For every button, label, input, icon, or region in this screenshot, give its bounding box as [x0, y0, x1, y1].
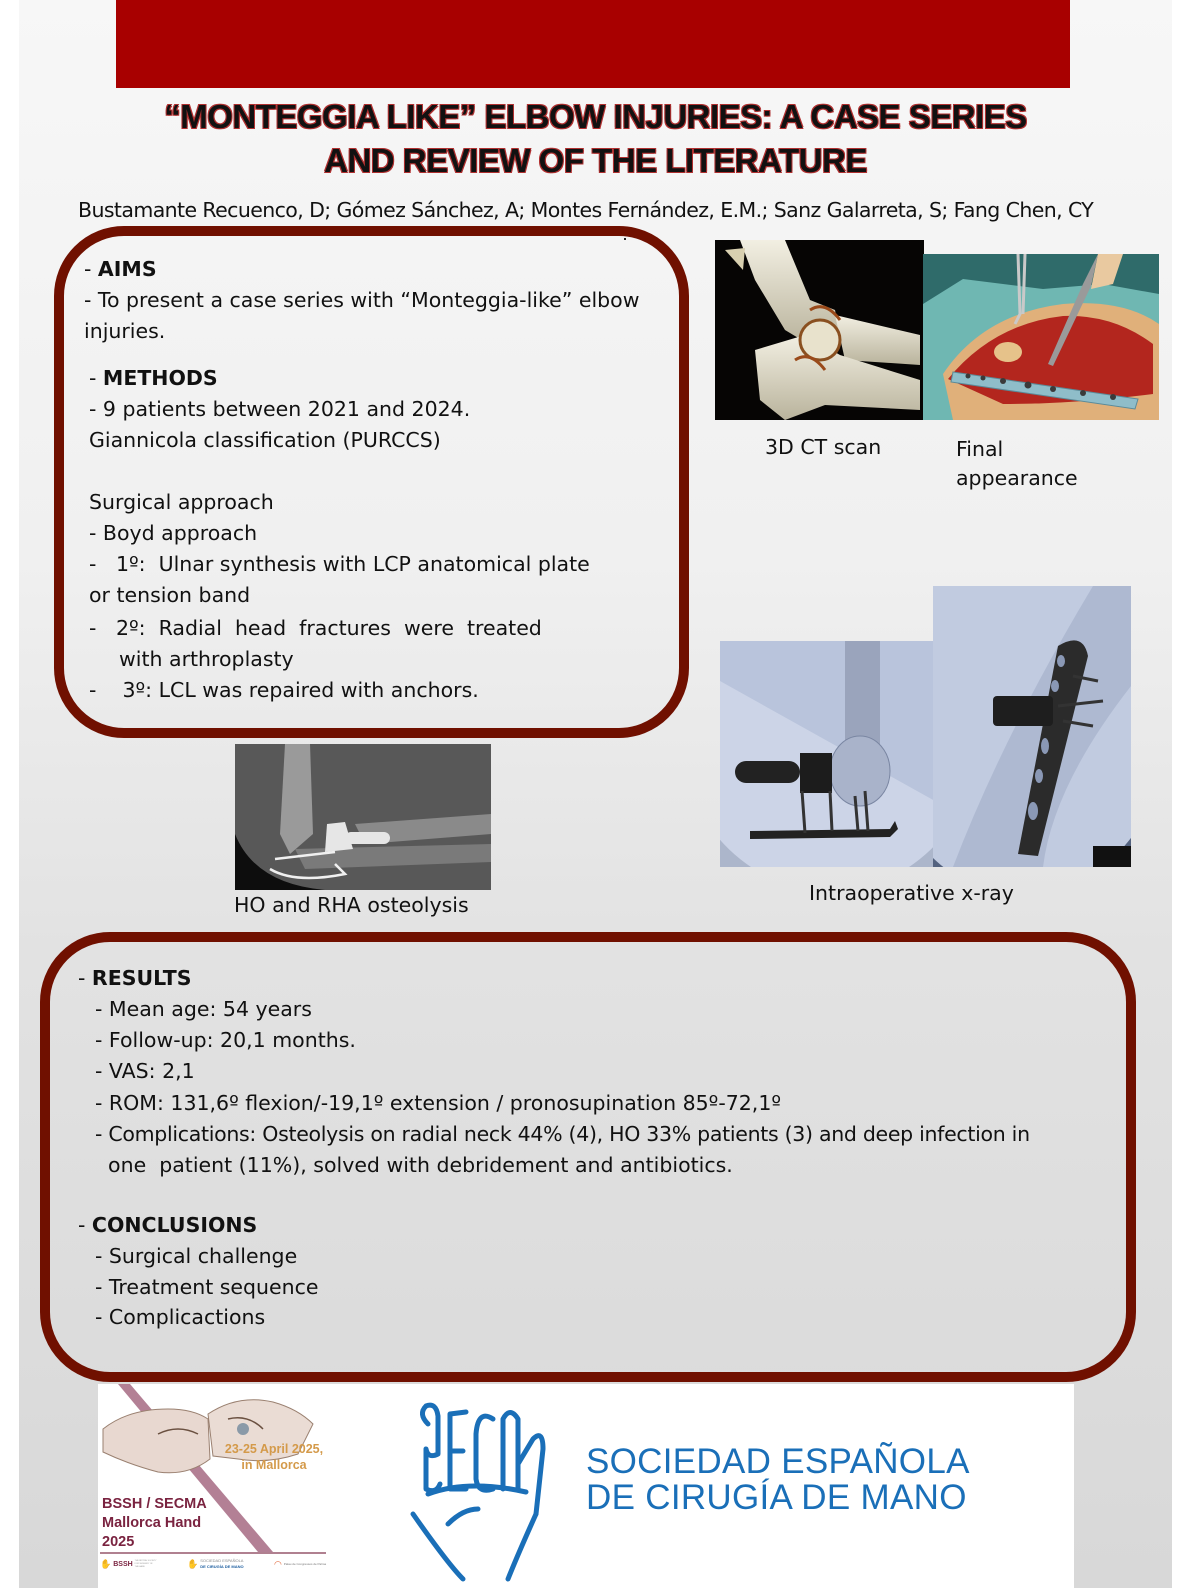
intraoperative-xray-caption: Intraoperative x-ray — [809, 881, 1014, 905]
aims-text-line-2: injuries. — [84, 319, 166, 343]
conclusions-item: - Treatment sequence — [95, 1275, 319, 1299]
conference-sponsor-logos — [100, 1552, 326, 1574]
osteolysis-caption: HO and RHA osteolysis — [234, 893, 469, 917]
results-item: - VAS: 2,1 — [95, 1059, 195, 1083]
title-line-1: “MONTEGGIA LIKE” ELBOW INJURIES: A CASE SERIES — [164, 98, 1027, 135]
xray-ap-graphic — [933, 586, 1131, 867]
header-banner — [116, 0, 1070, 88]
conference-dates-line-1: 23-25 April 2025, — [224, 1442, 324, 1456]
final-appearance-caption-line-2: appearance — [956, 466, 1078, 490]
results-item: - ROM: 131,6º flexion/-19,1º extension / pronosupination 85º-72,1º — [95, 1091, 782, 1115]
intraoperative-xray-lateral — [720, 641, 935, 867]
results-item: one patient (11%), solved with debridement and antibiotics. — [95, 1153, 733, 1177]
intraoperative-xray-ap — [933, 586, 1131, 867]
final-appearance-caption-line-1: Final — [956, 437, 1004, 461]
results-item: - Complications: Osteolysis on radial neck 44% (4), HO 33% patients (3) and deep infection in — [95, 1122, 1030, 1146]
methods-patients: - 9 patients between 2021 and 2024. — [89, 397, 471, 421]
aims-text-line-1: - To present a case series with “Monteggia-like” elbow — [84, 288, 640, 312]
results-heading-label: RESULTS — [91, 966, 192, 990]
secma-small-line-2: DE CIRUGÍA DE MANO — [200, 1564, 244, 1569]
ct-scan-image — [715, 240, 924, 420]
conference-dates-line-2: in Mallorca — [241, 1458, 307, 1472]
osteolysis-xray-image — [235, 744, 491, 890]
conclusions-heading: - CONCLUSIONS — [78, 1213, 258, 1237]
methods-step-1-line-2: or tension band — [89, 583, 251, 607]
bssh-hands-icon: ✋ — [100, 1558, 112, 1569]
conference-dates — [220, 1441, 328, 1473]
stray-dot — [624, 238, 626, 240]
methods-heading-label: METHODS — [102, 366, 218, 390]
palau-logo-text: Palau de Congressos de Palma — [283, 1562, 326, 1566]
conclusions-heading-label: CONCLUSIONS — [91, 1213, 258, 1237]
conference-name — [102, 1495, 207, 1552]
secma-small-hand-icon: ✋ — [186, 1558, 199, 1569]
secma-small-line-1: SOCIEDAD ESPAÑOLA — [200, 1558, 244, 1563]
secma-logo-letters: SECMA — [468, 1579, 525, 1594]
bssh-logo — [100, 1559, 157, 1570]
conference-name-line-2: Mallorca Hand — [102, 1515, 202, 1531]
secma-society-name — [586, 1444, 970, 1516]
osteolysis-xray-graphic — [235, 744, 491, 890]
secma-name-line-2: DE CIRUGÍA DE MANO — [586, 1478, 967, 1517]
final-appearance-image — [923, 254, 1159, 420]
conclusions-item: - Complicactions — [95, 1305, 266, 1329]
results-item: - Follow-up: 20,1 months. — [95, 1028, 356, 1052]
authors-line: Bustamante Recuenco, D; Gómez Sánchez, A; Montes Fernández, E.M.; Sanz Galarreta, S; Fang Chen, CY — [78, 198, 1094, 222]
methods-step-3: - 3º: LCL was repaired with anchors. — [89, 678, 479, 702]
conference-name-line-1: BSSH / SECMA — [102, 1496, 207, 1512]
xray-lateral-graphic — [720, 641, 935, 867]
bssh-logo-text: BSSH — [113, 1560, 133, 1568]
conference-banner — [98, 1384, 328, 1588]
methods-boyd-approach: - Boyd approach — [89, 521, 258, 545]
aims-heading: - AIMS — [84, 257, 157, 281]
palau-logo — [274, 1559, 326, 1570]
surgical-photo-graphic — [923, 254, 1159, 420]
results-heading: - RESULTS — [78, 966, 192, 990]
secma-name-line-1: SOCIEDAD ESPAÑOLA — [586, 1442, 970, 1481]
methods-classification: Giannicola classification (PURCCS) — [89, 428, 441, 452]
secma-small-logo — [187, 1558, 244, 1570]
palau-swoosh-icon: ◠ — [273, 1558, 282, 1569]
conference-name-line-3: 2025 — [102, 1534, 135, 1550]
methods-step-2-line-2: with arthroplasty — [119, 647, 294, 671]
methods-heading: - METHODS — [89, 366, 218, 390]
results-item: - Mean age: 54 years — [95, 997, 312, 1021]
secma-logo-panel — [328, 1384, 1074, 1594]
ct-scan-caption: 3D CT scan — [765, 435, 882, 459]
methods-surgical-approach: Surgical approach — [89, 490, 274, 514]
methods-step-2-line-1: - 2º: Radial head fractures were treated — [89, 616, 542, 640]
secma-hand-logo-icon — [408, 1394, 558, 1594]
conclusions-item: - Surgical challenge — [95, 1244, 298, 1268]
poster-title — [60, 95, 1131, 183]
bssh-logo-subtitle: THE BRITISH SOCIETY FOR SURGERY OF THE HAND — [134, 1559, 157, 1568]
title-line-2: AND REVIEW OF THE LITERATURE — [324, 142, 867, 179]
ct-scan-graphic — [715, 240, 924, 420]
aims-heading-label: AIMS — [97, 257, 157, 281]
methods-step-1-line-1: - 1º: Ulnar synthesis with LCP anatomical plate — [89, 552, 590, 576]
